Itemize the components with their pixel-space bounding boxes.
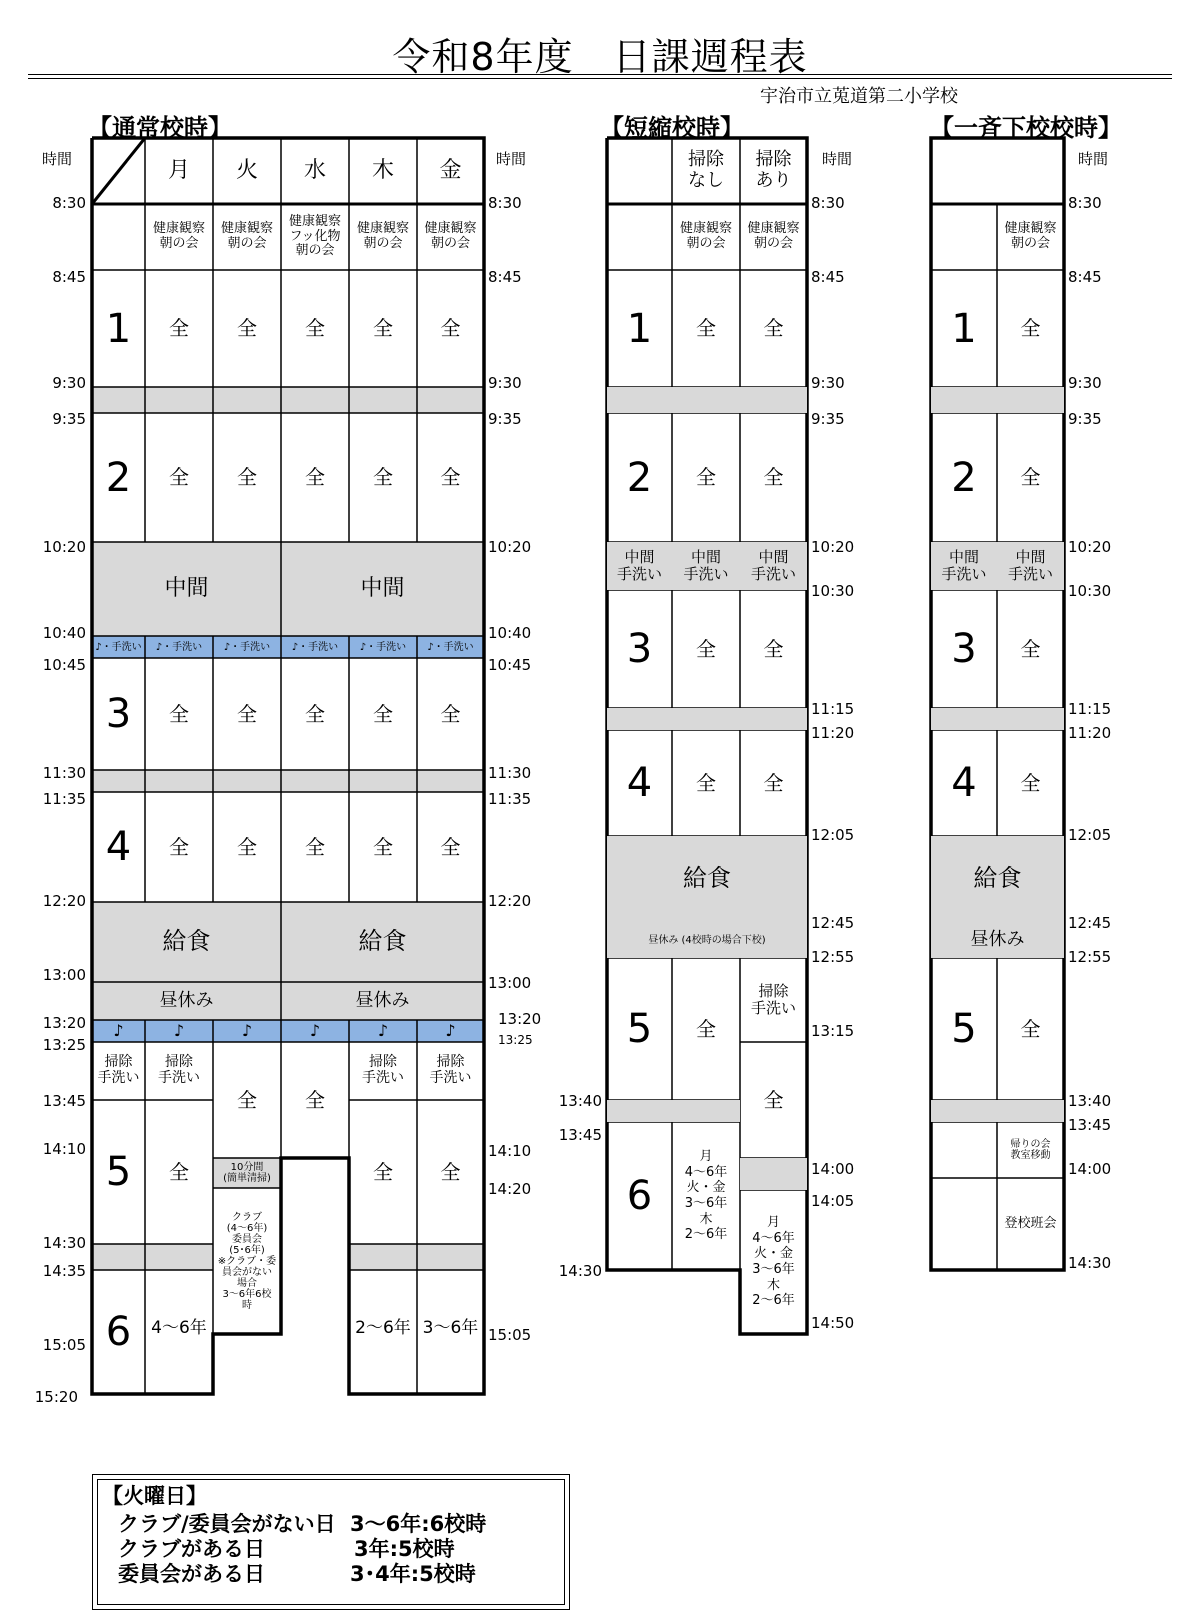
handwash-cell: ♪・手洗い	[145, 636, 213, 658]
music-note-icon: ♪	[281, 1020, 349, 1042]
note-row-value: 3〜6年:6校時	[350, 1512, 487, 1536]
class-cell: 全	[237, 465, 257, 489]
time-label: 10:45	[488, 656, 532, 674]
music-note-icon: ♪	[92, 1020, 145, 1042]
time-label: 9:30	[488, 374, 522, 392]
grade-label: 2〜6年	[355, 1318, 411, 1339]
class-cell: 全	[696, 636, 716, 661]
handwash-cell: ♪・手洗い	[213, 636, 281, 658]
time-label: 13:45	[42, 1092, 86, 1110]
section-together: 【一斉下校校時】	[930, 114, 1122, 142]
cleaning-cell: 掃除 手洗い	[97, 1054, 140, 1086]
time-label: 14:30	[42, 1234, 86, 1252]
morning-cell: 健康観察 朝の会	[152, 221, 205, 251]
time-label: 14:35	[42, 1262, 86, 1280]
time-label: 13:40	[558, 1092, 602, 1110]
time-label: 9:30	[811, 374, 845, 392]
break-row	[931, 1100, 1064, 1122]
time-label: 11:20	[1068, 724, 1112, 742]
school-name: 宇治市立莵道第二小学校	[760, 86, 958, 107]
time-label: 8:30	[1068, 194, 1102, 212]
time-label: 11:20	[811, 724, 855, 742]
time-label: 8:45	[52, 268, 86, 286]
lunch-break-cell: 昼休み	[931, 922, 1064, 958]
time-label: 13:25	[42, 1036, 86, 1054]
day-header: 金	[439, 158, 462, 184]
class-cell: 全	[305, 316, 325, 340]
period-number: 6	[105, 1309, 132, 1355]
class-cell: 全	[696, 316, 716, 340]
break-row	[931, 708, 1064, 730]
handwash-cell: ♪・手洗い	[92, 636, 145, 658]
day-header: 月	[167, 158, 190, 184]
time-label: 10:40	[42, 624, 86, 642]
recess-cell: 中間 手洗い	[997, 542, 1064, 590]
break-row	[740, 1158, 807, 1190]
time-label: 13:45	[1068, 1116, 1112, 1134]
recess-cell: 中間	[92, 542, 281, 636]
morning-cell: 健康観察 朝の会	[747, 221, 800, 251]
class-cell: 全	[305, 1087, 325, 1112]
class-cell: 全	[169, 701, 189, 726]
time-label: 9:35	[1068, 410, 1102, 428]
morning-cell: 健康観察 朝の会	[424, 221, 477, 251]
grade-label: 3〜6年	[422, 1318, 479, 1339]
grade-schedule-cell: 月 4〜6年 火・金 3〜6年 木 2〜6年	[752, 1215, 795, 1309]
time-label: 9:30	[1068, 374, 1102, 392]
time-header: 時間	[496, 150, 527, 168]
cleaning-header: 掃除 あり	[755, 149, 792, 191]
time-label: 14:05	[811, 1192, 855, 1210]
time-label: 12:05	[1068, 826, 1112, 844]
period-number: 2	[626, 454, 653, 501]
class-cell: 全	[1020, 465, 1041, 489]
time-label: 10:20	[42, 538, 86, 556]
time-label: 8:45	[488, 268, 522, 286]
time-label: 10:30	[811, 582, 855, 600]
note-row-label: 委員会がある日	[118, 1562, 265, 1586]
time-label: 13:20	[498, 1010, 542, 1028]
tuesday-note-box	[92, 1474, 570, 1610]
class-cell: 全	[696, 770, 716, 795]
day-header: 火	[235, 158, 258, 184]
music-note-icon: ♪	[213, 1020, 281, 1042]
class-cell: 全	[373, 701, 393, 726]
class-cell: 全	[169, 1159, 189, 1184]
lunch-break-cell: 昼休み	[92, 982, 281, 1020]
music-note-icon: ♪	[417, 1020, 484, 1042]
time-label: 14:10	[42, 1140, 86, 1158]
recess-cell: 中間 手洗い	[607, 542, 672, 590]
handwash-cell: ♪・手洗い	[349, 636, 417, 658]
class-cell: 全	[440, 701, 461, 726]
note-row-value: 3年:5校時	[354, 1537, 455, 1561]
class-cell: 全	[169, 316, 189, 340]
note-row-value: 3･4年:5校時	[350, 1562, 476, 1586]
lunch-break-cell: 昼休み	[281, 982, 484, 1020]
grade-schedule-cell: 月 4〜6年 火・金 3〜6年 木 2〜6年	[684, 1149, 728, 1243]
note-row-label: クラブがある日	[118, 1537, 265, 1561]
lunch-cell: 給食	[607, 836, 807, 922]
period-number: 1	[105, 305, 132, 352]
morning-cell: 健康観察 朝の会	[356, 221, 409, 251]
period-number: 1	[626, 305, 653, 352]
class-cell: 全	[440, 834, 461, 859]
time-label: 13:15	[811, 1022, 855, 1040]
club-cell: クラブ (4〜6年) 委員会 (5･6年) ※クラブ・委 員会がない 場合 3〜6年6校 時	[217, 1211, 277, 1311]
time-label: 13:25	[498, 1033, 533, 1047]
class-cell: 全	[169, 834, 189, 859]
class-cell: 全	[696, 1016, 716, 1041]
time-label: 10:20	[811, 538, 855, 556]
recess-cell: 中間 手洗い	[740, 542, 807, 590]
lunch-cell: 給食	[931, 836, 1064, 922]
time-label: 8:30	[811, 194, 845, 212]
morning-cell: 健康観察 朝の会	[220, 221, 273, 251]
class-cell: 全	[305, 834, 325, 859]
time-label: 15:05	[42, 1336, 86, 1354]
period-number: 4	[951, 760, 977, 806]
tuesday-note-inner	[97, 1479, 565, 1605]
class-cell: 全	[169, 465, 189, 489]
class-cell: 全	[696, 465, 716, 489]
time-label: 15:05	[488, 1326, 532, 1344]
class-cell: 全	[1020, 316, 1041, 340]
time-header: 時間	[42, 150, 73, 168]
day-header: 水	[303, 158, 326, 184]
music-note-icon: ♪	[349, 1020, 417, 1042]
class-cell: 全	[1020, 636, 1041, 661]
time-label: 10:20	[1068, 538, 1112, 556]
time-label: 10:40	[488, 624, 532, 642]
time-label: 11:30	[42, 764, 86, 782]
time-label: 13:20	[42, 1014, 86, 1032]
class-cell: 全	[373, 1159, 393, 1184]
time-label: 9:30	[52, 374, 86, 392]
note-row-label: クラブ/委員会がない日	[118, 1512, 336, 1536]
time-label: 9:35	[52, 410, 86, 428]
class-cell: 全	[237, 701, 257, 726]
break-row	[607, 387, 807, 413]
time-label: 11:35	[42, 790, 86, 808]
time-label: 14:00	[1068, 1160, 1112, 1178]
time-label: 12:55	[1068, 948, 1112, 966]
handwash-cell: ♪・手洗い	[281, 636, 349, 658]
time-label: 13:40	[1068, 1092, 1112, 1110]
lunch-cell: 給食	[92, 902, 281, 982]
time-label: 12:45	[1068, 914, 1112, 932]
class-cell: 全	[1020, 1016, 1041, 1041]
class-cell: 全	[763, 465, 784, 489]
time-label: 12:05	[811, 826, 855, 844]
group-meeting-cell: 登校班会	[1004, 1215, 1057, 1231]
time-label: 14:30	[1068, 1254, 1112, 1272]
cleaning-cell: 掃除 手洗い	[158, 1054, 200, 1086]
period-number: 1	[951, 305, 977, 352]
class-cell: 全	[763, 316, 784, 340]
tuesday-note-title: 【火曜日】	[102, 1484, 207, 1508]
class-cell: 全	[763, 1087, 784, 1112]
period-number: 5	[951, 1006, 977, 1052]
time-label: 14:10	[488, 1142, 532, 1160]
time-label: 11:30	[488, 764, 532, 782]
period-number: 5	[105, 1149, 132, 1195]
class-cell: 全	[373, 316, 393, 340]
time-label: 13:00	[488, 974, 532, 992]
page-title: 令和8年度 日課週程表	[392, 35, 808, 79]
class-cell: 全	[305, 465, 325, 489]
class-cell: 全	[440, 465, 461, 489]
time-label: 12:45	[811, 914, 855, 932]
time-label: 9:35	[811, 410, 845, 428]
quick-cleaning-cell: 10分間 (簡単清掃)	[213, 1158, 281, 1188]
time-label: 12:20	[488, 892, 532, 910]
class-cell: 全	[237, 316, 257, 340]
time-label: 10:30	[1068, 582, 1112, 600]
time-label: 8:45	[1068, 268, 1102, 286]
section-normal: 【通常校時】	[88, 114, 232, 142]
time-label: 10:45	[42, 656, 86, 674]
time-label: 14:30	[558, 1262, 602, 1280]
break-row	[607, 708, 807, 730]
class-cell: 全	[237, 1087, 257, 1112]
class-cell: 全	[763, 770, 784, 795]
time-label: 8:30	[488, 194, 522, 212]
music-note-icon: ♪	[145, 1020, 213, 1042]
time-label: 10:20	[488, 538, 532, 556]
time-label: 8:45	[811, 268, 845, 286]
time-label: 15:20	[34, 1388, 78, 1406]
class-cell: 全	[763, 636, 784, 661]
time-header: 時間	[822, 150, 853, 168]
handwash-cell: ♪・手洗い	[417, 636, 484, 658]
recess-cell: 中間 手洗い	[672, 542, 740, 590]
period-number: 4	[626, 760, 653, 806]
morning-cell: 健康観察 朝の会	[1004, 221, 1057, 251]
time-label: 11:35	[488, 790, 532, 808]
recess-cell: 中間 手洗い	[931, 542, 997, 590]
grade-label: 4〜6年	[151, 1318, 207, 1339]
cleaning-cell: 掃除 手洗い	[429, 1054, 472, 1086]
time-label: 9:35	[488, 410, 522, 428]
cleaning-cell: 掃除 手洗い	[362, 1054, 404, 1086]
cleaning-header: 掃除 なし	[688, 149, 724, 191]
time-label: 14:50	[811, 1314, 855, 1332]
break-row	[607, 1100, 740, 1122]
cleaning-cell: 掃除 手洗い	[750, 981, 796, 1017]
time-label: 12:55	[811, 948, 855, 966]
period-number: 3	[951, 626, 977, 672]
period-number: 2	[951, 454, 977, 501]
class-cell: 全	[373, 465, 393, 489]
time-label: 11:15	[1068, 700, 1112, 718]
class-cell: 全	[305, 701, 325, 726]
class-cell: 全	[440, 1159, 461, 1184]
period-number: 2	[105, 454, 132, 501]
period-number: 3	[105, 691, 132, 737]
day-header: 木	[371, 158, 394, 184]
time-label: 11:15	[811, 700, 855, 718]
period-number: 6	[626, 1173, 653, 1219]
class-cell: 全	[440, 316, 461, 340]
time-label: 14:00	[811, 1160, 855, 1178]
time-label: 13:45	[558, 1126, 602, 1144]
time-label: 14:20	[488, 1180, 532, 1198]
class-cell: 全	[373, 834, 393, 859]
time-header: 時間	[1078, 150, 1109, 168]
time-label: 12:20	[42, 892, 86, 910]
lunch-break-cell: 昼休み (4校時の場合下校)	[607, 922, 807, 958]
time-label: 8:30	[52, 194, 86, 212]
morning-cell: 健康観察 朝の会	[679, 221, 732, 251]
class-cell: 全	[1020, 770, 1041, 795]
homeroom-cell: 帰りの会 教室移動	[1010, 1139, 1051, 1161]
period-number: 3	[626, 626, 653, 672]
lunch-cell: 給食	[281, 902, 484, 982]
break-row	[931, 387, 1064, 413]
morning-cell: 健康観察 フッ化物 朝の会	[288, 214, 341, 259]
period-number: 4	[105, 824, 132, 870]
section-short: 【短縮校時】	[600, 114, 744, 142]
period-number: 5	[626, 1006, 653, 1052]
recess-cell: 中間	[281, 542, 484, 636]
time-label: 13:00	[42, 966, 86, 984]
class-cell: 全	[237, 834, 257, 859]
